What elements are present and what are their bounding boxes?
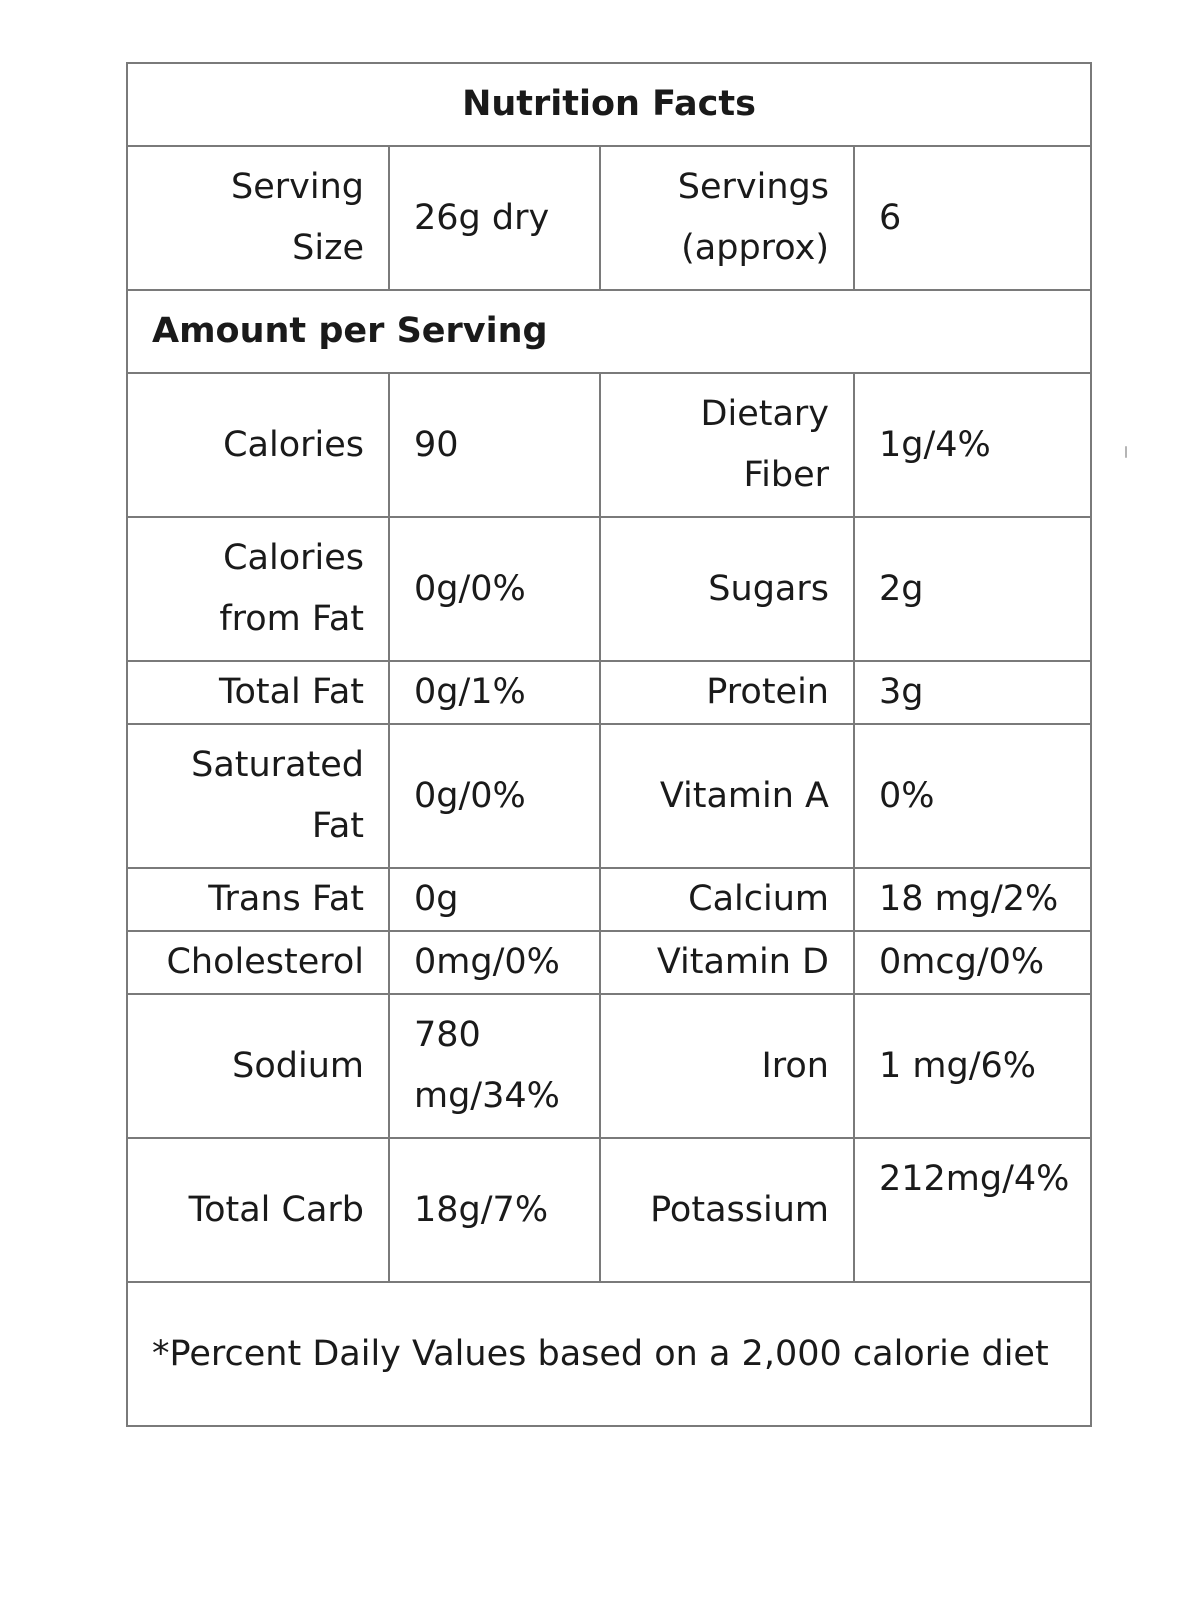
nutrient-label: Protein	[600, 661, 854, 724]
nutrient-value: 0mcg/0%	[854, 931, 1091, 994]
nutrient-value: 0%	[854, 724, 1091, 868]
nutrient-value: 212mg/4%	[854, 1138, 1091, 1282]
servings-label: Servings (approx)	[600, 146, 854, 290]
nutrient-value: 0g/0%	[389, 517, 600, 661]
table-row	[127, 517, 1091, 661]
nutrient-label: Calories from Fat	[127, 517, 389, 661]
scroll-edge-mark	[1125, 446, 1127, 458]
nutrient-label: Cholesterol	[127, 931, 389, 994]
table-row	[127, 931, 1091, 994]
nutrient-label: Sodium	[127, 994, 389, 1138]
nutrient-value: 3g	[854, 661, 1091, 724]
title-row	[127, 63, 1091, 146]
nutrient-label: Potassium	[600, 1138, 854, 1282]
nutrient-label: Calories	[127, 373, 389, 517]
nutrient-label: Calcium	[600, 868, 854, 931]
serving-size-label: Serving Size	[127, 146, 389, 290]
section-row	[127, 290, 1091, 373]
nutrient-value: 90	[389, 373, 600, 517]
nutrient-value: 0g/0%	[389, 724, 600, 868]
nutrient-label: Trans Fat	[127, 868, 389, 931]
table-row	[127, 724, 1091, 868]
nutrient-value: 0mg/0%	[389, 931, 600, 994]
section-heading: Amount per Serving	[127, 290, 1091, 373]
nutrient-value: 18g/7%	[389, 1138, 600, 1282]
nutrient-value: 1 mg/6%	[854, 994, 1091, 1138]
nutrient-label: Saturated Fat	[127, 724, 389, 868]
nutrient-label: Total Carb	[127, 1138, 389, 1282]
table-row	[127, 1138, 1091, 1282]
nutrient-value: 780 mg/34%	[389, 994, 600, 1138]
nutrient-value: 0g	[389, 868, 600, 931]
serving-row	[127, 146, 1091, 290]
nutrient-value: 2g	[854, 517, 1091, 661]
nutrient-value: 1g/4%	[854, 373, 1091, 517]
nutrient-label: Sugars	[600, 517, 854, 661]
nutrient-label: Dietary Fiber	[600, 373, 854, 517]
nutrient-label: Total Fat	[127, 661, 389, 724]
table-row	[127, 373, 1091, 517]
table-row	[127, 994, 1091, 1138]
nutrition-facts-table	[126, 62, 1092, 1427]
nutrient-value: 0g/1%	[389, 661, 600, 724]
table-row	[127, 868, 1091, 931]
servings-value: 6	[854, 146, 1091, 290]
footnote: *Percent Daily Values based on a 2,000 calorie diet	[127, 1282, 1091, 1426]
nutrient-label: Vitamin D	[600, 931, 854, 994]
nutrient-label: Iron	[600, 994, 854, 1138]
footnote-row	[127, 1282, 1091, 1426]
table-row	[127, 661, 1091, 724]
nutrient-value: 18 mg/2%	[854, 868, 1091, 931]
nutrient-label: Vitamin A	[600, 724, 854, 868]
serving-size-value: 26g dry	[389, 146, 600, 290]
table-title: Nutrition Facts	[127, 63, 1091, 146]
